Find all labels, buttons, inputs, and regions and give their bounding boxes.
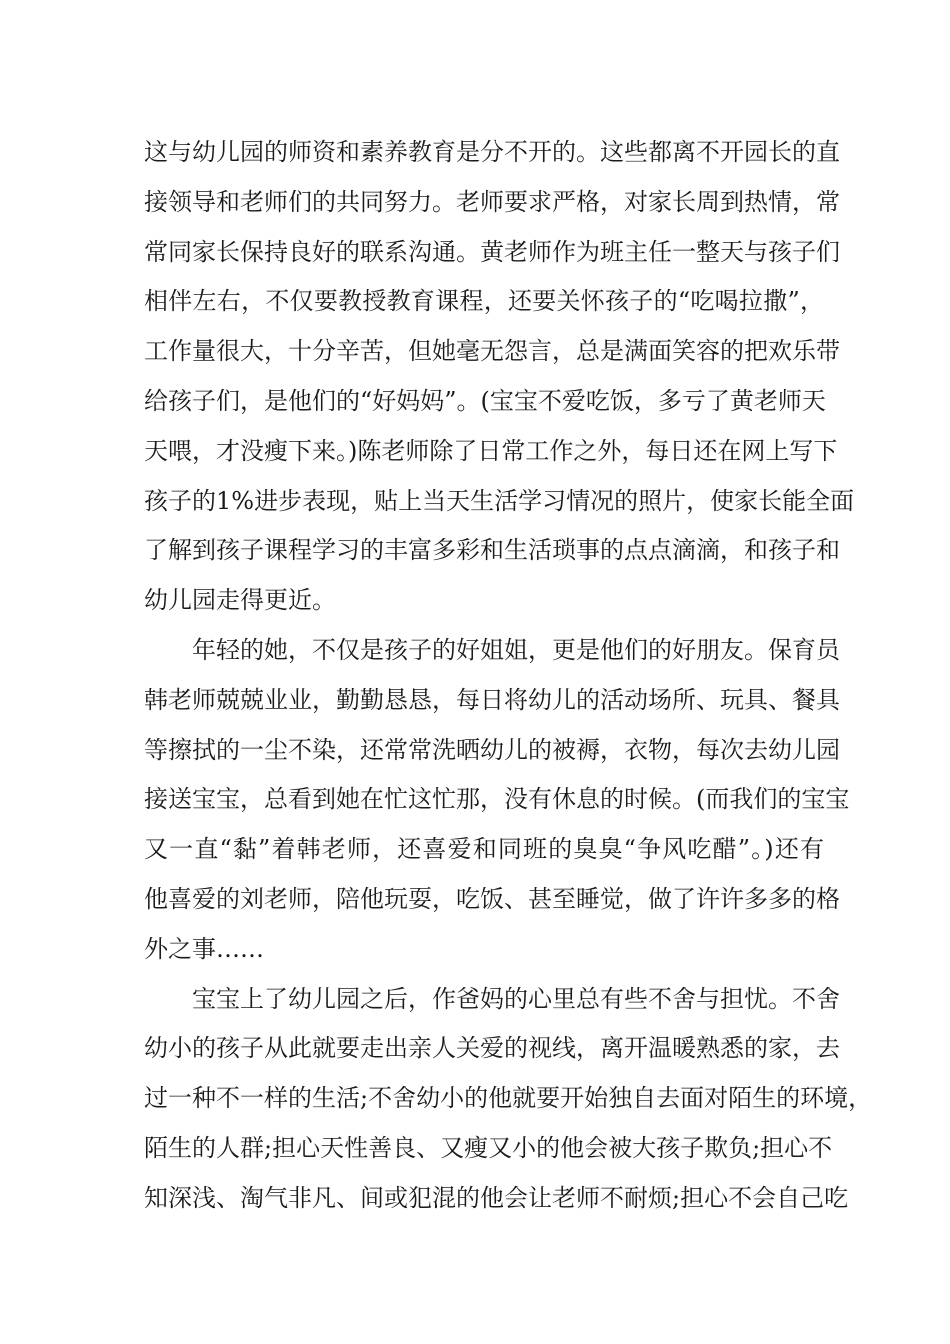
- text-line: 接送宝宝，总看到她在忙这忙那，没有休息的时候。(而我们的宝宝: [144, 785, 850, 814]
- body-text: [144, 128, 873, 1224]
- text-line: 他喜爱的刘老师，陪他玩耍，吃饭、甚至睡觉，做了许许多多的格: [144, 884, 840, 913]
- text-line: 宝宝上了幼儿园之后，作爸妈的心里总有些不舍与担忧。不舍: [192, 984, 840, 1013]
- text-line: 孩子的1%进步表现，贴上当天生活学习情况的照片，使家长能全面: [144, 486, 855, 515]
- text-line: 给孩子们，是他们的“好妈妈”。(宝宝不爱吃饭，多亏了黄老师天: [144, 386, 826, 415]
- text-line: 幼儿园走得更近。: [144, 586, 336, 615]
- text-line: 接领导和老师们的共同努力。老师要求严格，对家长周到热情，常: [144, 187, 840, 216]
- text-line: 这与幼儿园的师资和素养教育是分不开的。这些都离不开园长的直: [144, 138, 840, 166]
- text-line: 陌生的人群;担心天性善良、又瘦又小的他会被大孩子欺负;担心不: [144, 1133, 833, 1162]
- text-line: 相伴左右，不仅要教授教育课程，还要关怀孩子的“吃喝拉撒”，: [144, 287, 824, 316]
- text-line: 天喂，才没瘦下来。)陈老师除了日常工作之外，每日还在网上写下: [144, 436, 838, 465]
- text-line: 又一直“黏”着韩老师，还喜爱和同班的臭臭“争风吃醋”。)还有: [144, 835, 824, 864]
- text-line: 年轻的她，不仅是孩子的好姐姐，更是他们的好朋友。保育员: [192, 635, 840, 664]
- text-line: 外之事……: [144, 934, 264, 963]
- text-line: 工作量很大，十分辛苦，但她毫无怨言，总是满面笑容的把欢乐带: [144, 337, 840, 366]
- text-line: 等擦拭的一尘不染，还常常洗晒幼儿的被褥，衣物，每次去幼儿园: [144, 735, 840, 764]
- text-line: 知深浅、淘气非凡、间或犯混的他会让老师不耐烦;担心不会自己吃: [144, 1183, 849, 1212]
- text-line: 幼小的孩子从此就要走出亲人关爱的视线，离开温暖熟悉的家，去: [144, 1034, 840, 1063]
- text-line: 了解到孩子课程学习的丰富多彩和生活琐事的点点滴滴，和孩子和: [144, 536, 840, 565]
- text-line: 常同家长保持良好的联系沟通。黄老师作为班主任一整天与孩子们: [144, 237, 840, 266]
- text-line: 过一种不一样的生活;不舍幼小的他就要开始独自去面对陌生的环境，: [144, 1084, 873, 1113]
- text-line: 韩老师兢兢业业，勤勤恳恳，每日将幼儿的活动场所、玩具、餐具: [144, 685, 840, 714]
